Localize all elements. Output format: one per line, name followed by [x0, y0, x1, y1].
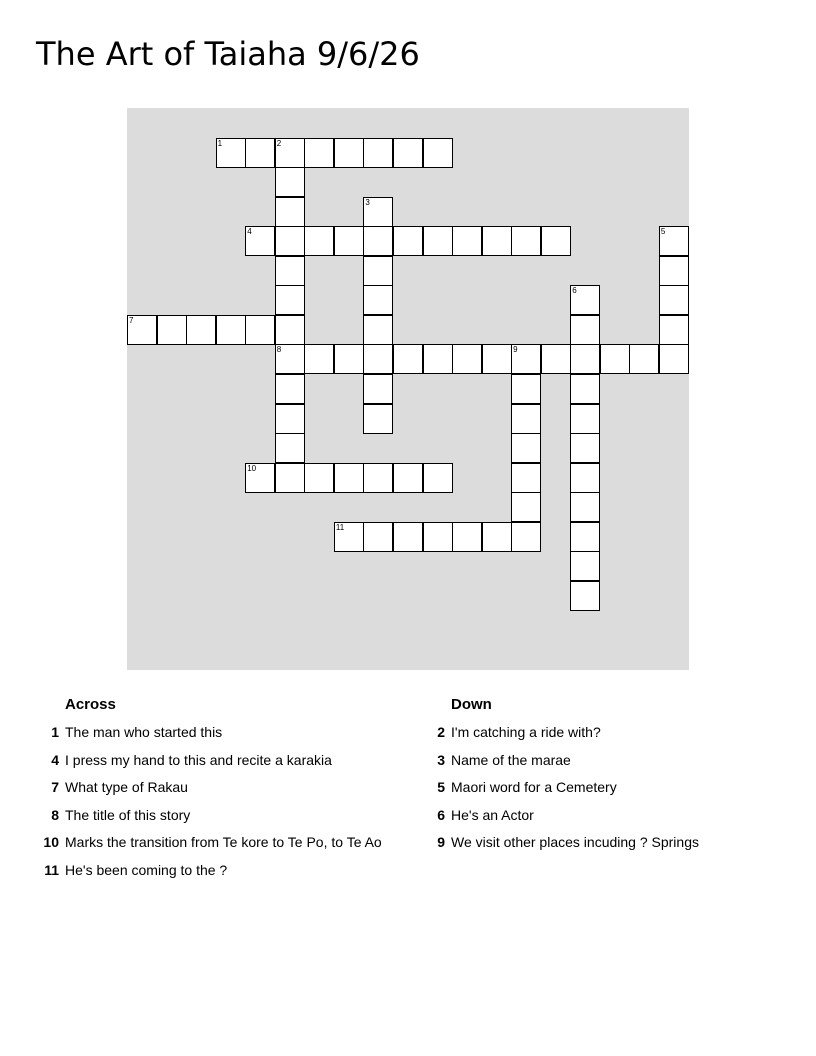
grid-cell[interactable] [334, 522, 364, 552]
across-clue [36, 724, 426, 741]
grid-cell[interactable] [570, 374, 600, 404]
clue-number: 8 [51, 806, 59, 823]
grid-cell[interactable] [275, 315, 305, 345]
grid-cell[interactable] [511, 404, 541, 434]
grid-cell[interactable] [393, 138, 423, 168]
grid-cell[interactable] [600, 344, 630, 374]
grid-cell[interactable] [245, 463, 275, 493]
clue-number: 6 [572, 286, 577, 296]
grid-cell[interactable] [304, 138, 334, 168]
clue-text: What type of Rakau [65, 779, 188, 795]
grid-cell[interactable] [452, 344, 482, 374]
grid-cell[interactable] [216, 138, 246, 168]
grid-cell[interactable] [423, 138, 453, 168]
across-clue [36, 779, 426, 796]
grid-cell[interactable] [304, 226, 334, 256]
across-heading: Across [65, 696, 116, 713]
across-clue [36, 752, 426, 769]
grid-cell[interactable] [275, 197, 305, 227]
grid-cell[interactable] [334, 463, 364, 493]
grid-cell[interactable] [363, 315, 393, 345]
clue-number: 1 [217, 138, 223, 148]
clue-text: He's an Actor [451, 806, 534, 823]
clue-text: He's been coming to the ? [65, 861, 228, 878]
grid-cell[interactable] [659, 285, 689, 315]
down-heading: Down [451, 696, 492, 713]
grid-cell[interactable] [570, 522, 600, 552]
grid-cell[interactable] [570, 285, 600, 315]
grid-cell[interactable] [482, 522, 512, 552]
grid-cell[interactable] [363, 285, 393, 315]
grid-cell[interactable] [245, 315, 275, 345]
clue-number: 9 [437, 834, 445, 850]
grid-cell[interactable] [541, 226, 571, 256]
grid-cell[interactable] [393, 522, 423, 552]
grid-cell[interactable] [393, 463, 423, 493]
grid-cell[interactable] [570, 492, 600, 522]
grid-cell[interactable] [541, 344, 571, 374]
grid-cell[interactable] [570, 463, 600, 493]
grid-cell[interactable] [363, 197, 393, 227]
grid-cell[interactable] [393, 344, 423, 374]
page-title: The Art of Taiaha 9/6/26 [36, 35, 420, 73]
clue-number: 2 [437, 724, 445, 740]
grid-cell[interactable] [482, 226, 512, 256]
clue-number: 4 [51, 751, 59, 768]
grid-cell[interactable] [275, 404, 305, 434]
clue-number: 11 [44, 861, 59, 878]
grid-cell[interactable] [216, 315, 246, 345]
clue-number: 1 [51, 724, 59, 740]
crossword-grid [127, 108, 689, 670]
clue-number: 3 [437, 751, 445, 768]
grid-cell[interactable] [334, 344, 364, 374]
grid-cell[interactable] [423, 522, 453, 552]
grid-cell[interactable] [127, 315, 157, 345]
grid-cell[interactable] [659, 226, 689, 256]
clue-number: 2 [276, 138, 282, 148]
grid-cell[interactable] [275, 433, 305, 463]
grid-cell[interactable] [363, 522, 393, 552]
across-clue [36, 834, 426, 851]
grid-cell[interactable] [275, 344, 305, 374]
grid-cell[interactable] [482, 344, 512, 374]
clue-number: 7 [129, 315, 134, 325]
clue-number: 4 [247, 227, 252, 237]
clue-text: The man who started this [65, 724, 223, 740]
clue-number: 8 [276, 345, 282, 355]
grid-cell[interactable] [570, 551, 600, 581]
grid-cell[interactable] [511, 226, 541, 256]
grid-cell[interactable] [275, 167, 305, 197]
clue-text: I press my hand to this and recite a karakia [65, 751, 332, 768]
grid-cell[interactable] [629, 344, 659, 374]
clue-number: 5 [660, 227, 666, 237]
grid-cell[interactable] [511, 463, 541, 493]
grid-cell[interactable] [659, 256, 689, 286]
clue-number: 10 [247, 463, 257, 473]
grid-cell[interactable] [186, 315, 216, 345]
down-clue [422, 724, 782, 741]
clue-text: The title of this story [65, 806, 191, 823]
clue-number: 3 [365, 197, 370, 207]
clue-number: 9 [513, 345, 518, 355]
grid-cell[interactable] [363, 344, 393, 374]
grid-cell[interactable] [570, 344, 600, 374]
grid-cell[interactable] [511, 522, 541, 552]
grid-cell[interactable] [570, 315, 600, 345]
grid-cell[interactable] [511, 433, 541, 463]
clue-text: Maori word for a Cemetery [451, 779, 617, 795]
clue-number: 5 [437, 779, 445, 795]
grid-cell[interactable] [452, 226, 482, 256]
grid-cell[interactable] [275, 374, 305, 404]
down-clue [422, 807, 782, 824]
grid-cell[interactable] [363, 256, 393, 286]
down-clue [422, 834, 782, 851]
grid-cell[interactable] [363, 138, 393, 168]
clue-number: 6 [437, 806, 445, 823]
across-clues [36, 696, 426, 889]
clue-text: We visit other places incuding ? Springs [451, 834, 699, 850]
grid-cell[interactable] [363, 226, 393, 256]
grid-cell[interactable] [423, 463, 453, 493]
grid-cell[interactable] [275, 463, 305, 493]
grid-cell[interactable] [304, 344, 334, 374]
clue-number: 11 [335, 522, 345, 532]
clue-text: I'm catching a ride with? [451, 724, 601, 740]
grid-cell[interactable] [452, 522, 482, 552]
grid-cell[interactable] [423, 344, 453, 374]
down-clue [422, 779, 782, 796]
down-clue [422, 752, 782, 769]
grid-cell[interactable] [245, 138, 275, 168]
grid-cell[interactable] [363, 404, 393, 434]
grid-cell[interactable] [245, 226, 275, 256]
grid-cell[interactable] [334, 226, 364, 256]
clue-text: Name of the marae [451, 751, 571, 768]
grid-cell[interactable] [570, 581, 600, 611]
grid-cell[interactable] [275, 138, 305, 168]
grid-cell[interactable] [275, 256, 305, 286]
grid-cell[interactable] [570, 404, 600, 434]
across-clue [36, 862, 426, 879]
grid-cell[interactable] [275, 285, 305, 315]
grid-cell[interactable] [423, 226, 453, 256]
grid-cell[interactable] [393, 226, 423, 256]
grid-cell[interactable] [659, 344, 689, 374]
grid-cell[interactable] [659, 315, 689, 345]
grid-cell[interactable] [157, 315, 187, 345]
grid-cell[interactable] [511, 374, 541, 404]
across-clue [36, 807, 426, 824]
grid-cell[interactable] [570, 433, 600, 463]
clue-number: 7 [51, 779, 59, 795]
grid-cell[interactable] [511, 492, 541, 522]
grid-cell[interactable] [304, 463, 334, 493]
clue-text: Marks the transition from Te kore to Te Po, to Te Ao [65, 834, 382, 850]
grid-cell[interactable] [511, 344, 541, 374]
down-clues [422, 696, 782, 862]
grid-cell[interactable] [275, 226, 305, 256]
grid-cell[interactable] [363, 374, 393, 404]
grid-cell[interactable] [363, 463, 393, 493]
clue-number: 10 [43, 834, 59, 850]
grid-cell[interactable] [334, 138, 364, 168]
